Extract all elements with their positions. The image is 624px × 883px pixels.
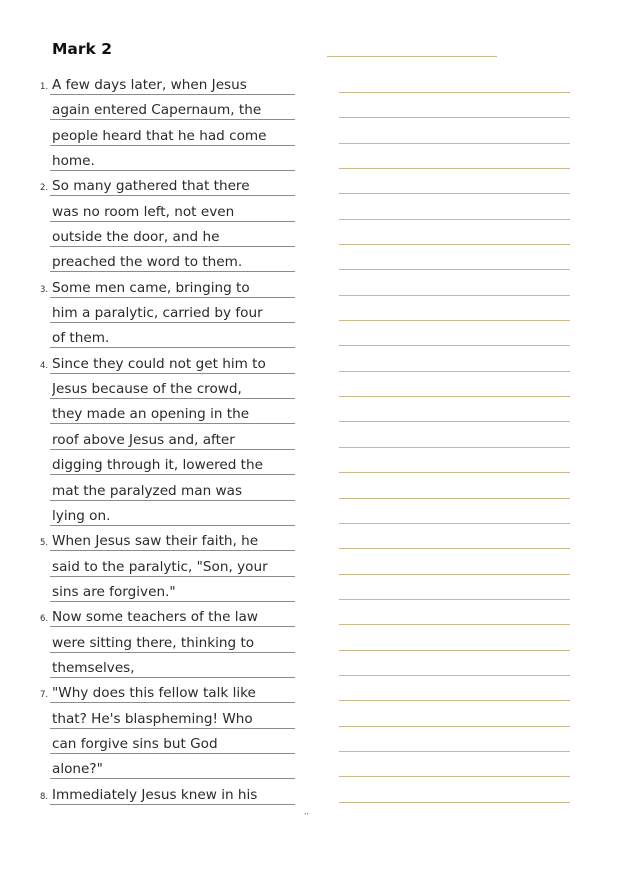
handwriting-line: [339, 624, 570, 625]
verse-text: were sitting there, thinking to: [52, 634, 255, 651]
verse-line: [0, 659, 624, 684]
verse-line: [0, 684, 624, 709]
verse-line: [0, 127, 624, 152]
verse-line: [0, 760, 624, 785]
handwriting-line: [339, 726, 570, 727]
verse-line: [0, 710, 624, 735]
handwriting-line: [339, 371, 570, 372]
verse-line: [0, 152, 624, 177]
handwriting-line: [339, 219, 570, 220]
verse-line: [0, 253, 624, 278]
verse-number: 6.: [40, 614, 49, 625]
verse-line: [0, 228, 624, 253]
verse-text: Immediately Jesus knew in his: [52, 786, 258, 803]
verse-number: 5.: [40, 538, 49, 549]
handwriting-line: [339, 396, 570, 397]
verse-line: [0, 405, 624, 430]
text-underline: [50, 677, 295, 678]
verse-line: [0, 380, 624, 405]
handwriting-line: [339, 498, 570, 499]
handwriting-line: [339, 143, 570, 144]
verse-text: digging through it, lowered the: [52, 457, 263, 474]
handwriting-line: [339, 193, 570, 194]
text-underline: [50, 804, 295, 805]
verse-text: mat the paralyzed man was: [52, 482, 243, 499]
handwriting-line: [339, 421, 570, 422]
verse-list: [0, 76, 624, 811]
verse-text: themselves,: [52, 659, 135, 676]
handwriting-line: [339, 599, 570, 600]
text-underline: [50, 246, 295, 247]
text-underline: [50, 753, 295, 754]
verse-text: can forgive sins but God: [52, 735, 218, 752]
verse-line: [0, 532, 624, 557]
verse-text: alone?": [52, 761, 103, 778]
handwriting-line: [339, 751, 570, 752]
text-underline: [50, 322, 295, 323]
verse-text: "Why does this fellow talk like: [52, 685, 256, 702]
name-writing-line: [327, 56, 497, 57]
verse-text: Since they could not get him to: [52, 355, 266, 372]
verse-line: [0, 304, 624, 329]
text-underline: [50, 119, 295, 120]
text-underline: [50, 347, 295, 348]
text-underline: [50, 170, 295, 171]
verse-line: [0, 279, 624, 304]
verse-text: When Jesus saw their faith, he: [52, 533, 259, 550]
handwriting-line: [339, 295, 570, 296]
verse-text: again entered Capernaum, the: [52, 102, 262, 119]
verse-line: [0, 431, 624, 456]
text-underline: [50, 373, 295, 374]
handwriting-line: [339, 168, 570, 169]
verse-number: 8.: [40, 791, 49, 802]
verse-line: [0, 735, 624, 760]
verse-line: [0, 177, 624, 202]
verse-number: 1.: [40, 82, 49, 92]
handwriting-line: [339, 776, 570, 777]
verse-line: [0, 355, 624, 380]
text-underline: [50, 728, 295, 729]
text-underline: [50, 449, 295, 450]
verse-text: So many gathered that there: [52, 178, 250, 195]
verse-text: Some men came, bringing to: [52, 279, 250, 296]
verse-line: [0, 76, 624, 101]
page-title: Mark 2: [52, 40, 113, 58]
text-underline: [50, 702, 295, 703]
text-underline: [50, 550, 295, 551]
verse-text: sins are forgiven.": [52, 583, 176, 600]
verse-text: people heard that he had come: [52, 127, 267, 144]
verse-text: outside the door, and he: [52, 229, 220, 246]
verse-text: said to the paralytic, "Son, your: [52, 558, 268, 575]
text-underline: [50, 398, 295, 399]
text-underline: [50, 271, 295, 272]
handwriting-line: [339, 523, 570, 524]
verse-line: [0, 634, 624, 659]
verse-line: [0, 786, 624, 811]
handwriting-line: [339, 548, 570, 549]
verse-number: 7.: [40, 690, 49, 701]
handwriting-line: [339, 92, 570, 93]
text-underline: [50, 221, 295, 222]
handwriting-line: [339, 700, 570, 701]
page-number-mark: ’’: [304, 812, 309, 820]
text-underline: [50, 525, 295, 526]
handwriting-line: [339, 447, 570, 448]
handwriting-line: [339, 244, 570, 245]
verse-line: [0, 456, 624, 481]
verse-line: [0, 608, 624, 633]
verse-line: [0, 482, 624, 507]
text-underline: [50, 145, 295, 146]
text-underline: [50, 652, 295, 653]
verse-text: they made an opening in the: [52, 406, 250, 423]
handwriting-line: [339, 117, 570, 118]
handwriting-line: [339, 320, 570, 321]
handwriting-line: [339, 345, 570, 346]
handwriting-line: [339, 574, 570, 575]
verse-text: Now some teachers of the law: [52, 609, 258, 626]
verse-line: [0, 507, 624, 532]
handwriting-line: [339, 650, 570, 651]
verse-text: roof above Jesus and, after: [52, 431, 235, 448]
handwriting-line: [339, 472, 570, 473]
verse-number: 2.: [40, 183, 49, 194]
text-underline: [50, 576, 295, 577]
verse-text: that? He's blaspheming! Who: [52, 710, 253, 727]
text-underline: [50, 423, 295, 424]
verse-number: 3.: [40, 284, 49, 295]
verse-line: [0, 583, 624, 608]
text-underline: [50, 297, 295, 298]
handwriting-line: [339, 802, 570, 803]
text-underline: [50, 601, 295, 602]
text-underline: [50, 778, 295, 779]
verse-line: [0, 329, 624, 354]
verse-text: of them.: [52, 330, 110, 347]
verse-text: home.: [52, 153, 95, 170]
verse-text: Jesus because of the crowd,: [52, 381, 242, 398]
verse-text: him a paralytic, carried by four: [52, 305, 263, 322]
verse-text: was no room left, not even: [52, 203, 235, 220]
handwriting-line: [339, 269, 570, 270]
text-underline: [50, 94, 295, 95]
text-underline: [50, 626, 295, 627]
verse-text: A few days later, when Jesus: [52, 77, 247, 93]
verse-text: lying on.: [52, 507, 111, 524]
text-underline: [50, 500, 295, 501]
text-underline: [50, 195, 295, 196]
verse-number: 4.: [40, 360, 49, 371]
text-underline: [50, 474, 295, 475]
verse-line: [0, 203, 624, 228]
verse-line: [0, 558, 624, 583]
verse-text: preached the word to them.: [52, 254, 243, 271]
verse-line: [0, 101, 624, 126]
handwriting-line: [339, 675, 570, 676]
